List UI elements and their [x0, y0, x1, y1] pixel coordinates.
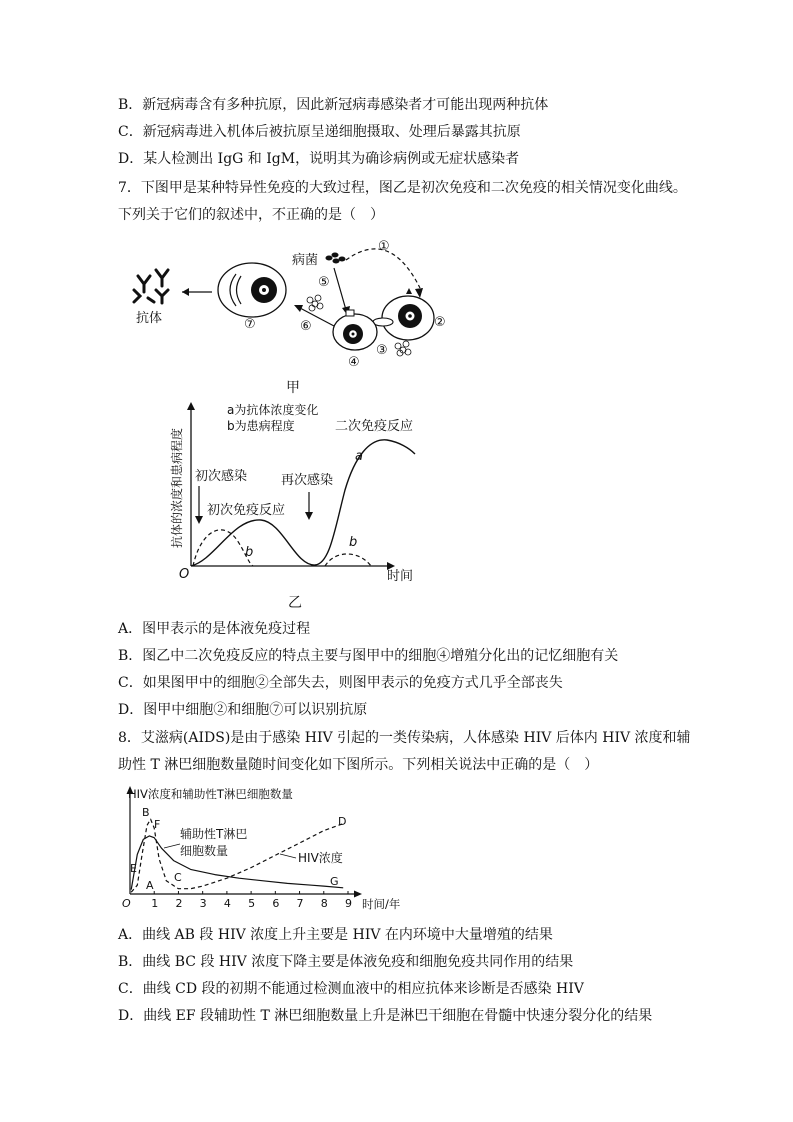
q8-stem-line1: 8．艾滋病(AIDS)是由于感染 HIV 引起的一类传染病，人体感染 HIV 后体内 HIV 浓度和辅 [118, 730, 691, 746]
legend-a: a为抗体浓度变化 [227, 403, 319, 417]
x-tick-label: 8 [320, 897, 328, 910]
q8-option-c: C．曲线 CD 段的初期不能通过检测血液中的相应抗体来诊断是否感染 HIV [118, 981, 584, 997]
q8-stem-line2: 助性 T 淋巴细胞数量随时间变化如下图所示。下列相关说法中正确的是（ ） [118, 757, 599, 773]
origin-label: O [179, 567, 190, 582]
hiv-x-axis-label: 时间/年 [362, 897, 401, 911]
q7-stem-line1: 7．下图甲是某种特异性免疫的大致过程，图乙是初次免疫和二次免疫的相关情况变化曲线。 [118, 180, 687, 196]
curve-b2-illness [325, 554, 371, 566]
x-tick-label: 5 [248, 897, 256, 910]
label-n7: ⑦ [244, 317, 256, 332]
x-tick-label: 1 [151, 897, 159, 910]
point-label-f: F [154, 818, 161, 831]
point-label-g: G [330, 875, 339, 888]
label-n1: ① [378, 239, 390, 254]
curve-a-label: a [355, 449, 363, 464]
figure-jia-immune-process [120, 228, 460, 398]
first-infection-label: 初次感染 [195, 469, 248, 484]
reinfection-label: 再次感染 [281, 473, 334, 488]
q6-option-c: C．新冠病毒进入机体后被抗原呈递细胞摄取、处理后暴露其抗原 [118, 124, 521, 140]
bacteria-icon [326, 253, 346, 264]
point-label-e: E [130, 862, 137, 875]
q8-option-b: B．曲线 BC 段 HIV 浓度下降主要是体液免疫和细胞免疫共同作用的结果 [118, 954, 574, 970]
lymphokine-icon [395, 341, 411, 356]
label-n5: ⑤ [318, 275, 330, 290]
cell-7-plasma-icon [218, 263, 286, 317]
antigen-icon [307, 295, 323, 311]
annot-hiv: HIV浓度 [298, 851, 343, 865]
curve-b2-label: b [349, 535, 358, 550]
point-label-c: C [174, 871, 182, 884]
q6-option-d: D．某人检测出 IgG 和 IgM，说明其为确诊病例或无症状感染者 [118, 151, 520, 167]
antibody-icon [134, 270, 168, 303]
figure-jia-caption: 甲 [286, 380, 300, 396]
q8-option-a: A．曲线 AB 段 HIV 浓度上升主要是 HIV 在内环境中大量增殖的结果 [118, 927, 553, 943]
q7-stem-line2: 下列关于它们的叙述中，不正确的是（ ） [118, 207, 384, 223]
cell-4-b-cell-icon [333, 310, 377, 350]
figure-yi-caption: 乙 [288, 595, 302, 611]
x-tick-label: 2 [175, 897, 183, 910]
q7-option-c: C．如果图甲中的细胞②全部失去，则图甲表示的免疫方式几乎全部丧失 [118, 675, 563, 691]
x-tick-label: 3 [199, 897, 207, 910]
point-label-a: A [146, 879, 154, 892]
first-response-label: 初次免疫反应 [207, 503, 286, 518]
legend-b: b为患病程度 [227, 419, 295, 433]
hiv-chart-title: HIV浓度和辅助性T淋巴细胞数量 [128, 787, 293, 801]
label-n2: ② [434, 315, 446, 330]
x-axis-label: 时间 [387, 569, 414, 584]
curve-b1-label: b [245, 545, 254, 560]
y-axis-label: 抗体的浓度和患病程度 [170, 427, 184, 548]
figure-yi-immune-curve [165, 400, 425, 590]
q7-option-a: A．图甲表示的是体液免疫过程 [118, 621, 311, 637]
q8-option-d: D．曲线 EF 段辅助性 T 淋巴细胞数量上升是淋巴干细胞在骨髓中快速分裂分化的结果 [118, 1008, 653, 1024]
x-tick-label: 6 [272, 897, 280, 910]
x-tick-label: 4 [223, 897, 231, 910]
point-label-b: B [142, 806, 150, 819]
label-n3: ③ [376, 343, 388, 358]
x-tick-label: O [122, 897, 131, 910]
label-n4: ④ [348, 355, 360, 370]
q7-option-b: B．图乙中二次免疫反应的特点主要与图甲中的细胞④增殖分化出的记忆细胞有关 [118, 648, 619, 664]
cell-2-t-cell-icon [382, 288, 434, 340]
x-tick-label: 7 [296, 897, 304, 910]
second-response-label: 二次免疫反应 [335, 419, 414, 434]
q7-option-d: D．图甲中细胞②和细胞⑦可以识别抗原 [118, 702, 368, 718]
x-tick-label: 9 [345, 897, 352, 910]
antibody-label: 抗体 [136, 311, 163, 326]
bacteria-label: 病菌 [292, 253, 319, 268]
annot-t-cell-2: 细胞数量 [180, 844, 229, 858]
q6-option-b: B．新冠病毒含有多种抗原，因此新冠病毒感染者才可能出现两种抗体 [118, 97, 549, 113]
point-label-d: D [338, 815, 347, 828]
annot-t-cell-1: 辅助性T淋巴 [180, 827, 248, 841]
label-n6: ⑥ [300, 319, 312, 334]
hiv-chart [118, 782, 418, 912]
